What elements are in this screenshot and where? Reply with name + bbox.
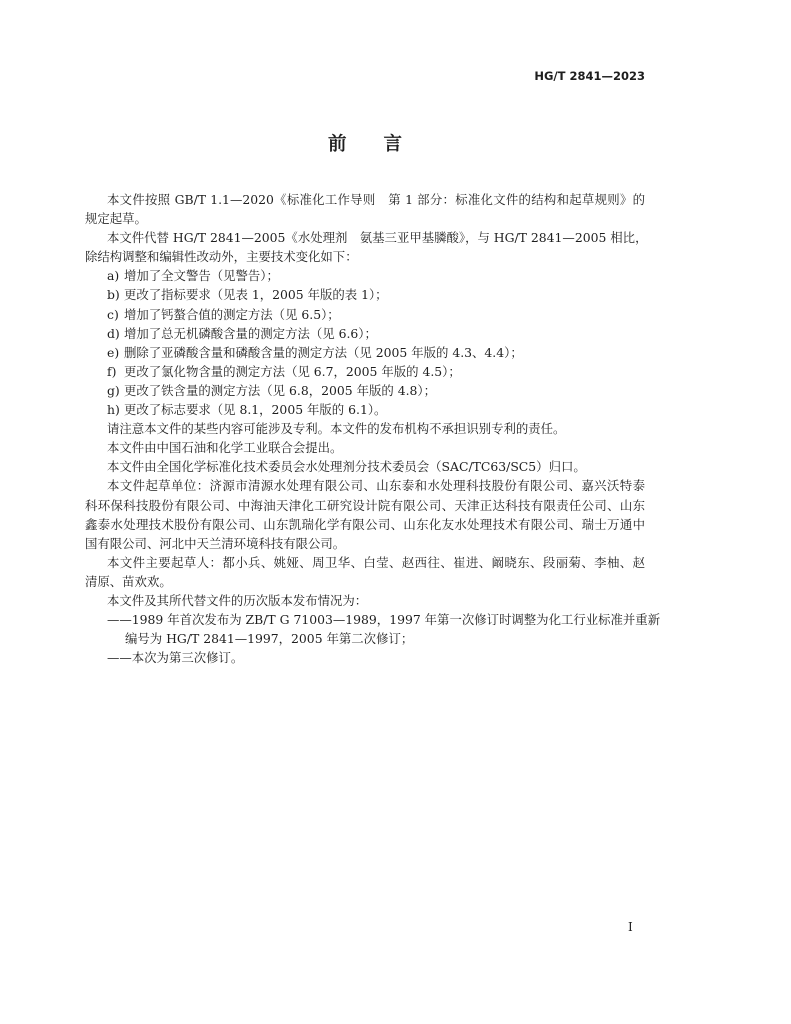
list-marker: h) <box>107 402 120 418</box>
list-marker: c) <box>107 306 119 322</box>
paragraph-line: 本文件代替 HG/T 2841—2005《水处理剂 氨基三亚甲基膦酸》，与 HG/T 2841—2005 相比， <box>107 230 648 246</box>
list-text: 删除了亚磷酸含量和磷酸含量的测定方法（见 2005 年版的 4.3、4.4）； <box>124 344 523 360</box>
drafters-line: 本文件主要起草人：都小兵、姚娅、周卫华、白莹、赵西往、崔进、阚晓东、段丽菊、李柚、赵 <box>107 554 645 570</box>
list-item <box>85 324 645 343</box>
list-text: 增加了全文警告（见警告）； <box>124 268 279 284</box>
list-item <box>85 400 645 419</box>
list-text: 增加了总无机磷酸含量的测定方法（见 6.6）； <box>124 325 377 341</box>
drafting-units-line: 本文件起草单位：济源市清源水处理有限公司、山东泰和水处理科技股份有限公司、嘉兴沃特泰 <box>107 478 645 494</box>
history-item-line: ——本次为第三次修订。 <box>107 650 244 666</box>
list-marker: a) <box>107 268 120 284</box>
list-item <box>85 381 645 400</box>
history-item-line: 编号为 HG/T 2841—1997，2005 年第二次修订； <box>125 631 414 647</box>
paragraph-line: 本文件按照 GB/T 1.1—2020《标准化工作导则 第 1 部分：标准化文件的结构和起草规则》的 <box>107 192 645 207</box>
drafting-units-line: 科环保科技股份有限公司、中海油天津化工研究设计院有限公司、天津正达科技有限责任公司、山东 <box>85 497 645 513</box>
list-text: 更改了铁含量的测定方法（见 6.8，2005 年版的 4.8）； <box>124 382 436 398</box>
list-marker: f) <box>107 363 117 379</box>
list-marker: e) <box>107 344 120 360</box>
centralized-by-statement: 本文件由全国化学标准化技术委员会水处理剂分技术委员会（SAC/TC63/SC5）归口。 <box>107 459 586 475</box>
drafting-units-line: 国有限公司、河北中天兰清环境科技有限公司。 <box>85 535 346 551</box>
header-standard-code: HG/T 2841—2023 <box>534 69 645 83</box>
history-heading: 本文件及其所代替文件的历次版本发布情况为： <box>107 592 368 608</box>
list-text: 更改了氯化物含量的测定方法（见 6.7，2005 年版的 4.5）； <box>124 363 461 379</box>
paragraph-line: 规定起草。 <box>85 211 147 227</box>
list-text: 增加了钙螯合值的测定方法（见 6.5）； <box>124 306 340 322</box>
list-item <box>85 266 645 285</box>
page-title: 前 言 <box>327 134 402 155</box>
list-item <box>85 305 645 324</box>
history-item-line: ——1989 年首次发布为 ZB/T G 71003—1989，1997 年第一次修订时调整为化工行业标准并重新 <box>107 612 661 628</box>
list-item <box>85 285 645 304</box>
list-text: 更改了标志要求（见 8.1，2005 年版的 6.1）。 <box>124 402 387 418</box>
proposed-by-statement: 本文件由中国石油和化学工业联合会提出。 <box>107 440 343 456</box>
list-item <box>85 343 645 362</box>
drafting-units-line: 鑫泰水处理技术股份有限公司、山东凯瑞化学有限公司、山东化友水处理技术有限公司、瑞士万通中 <box>85 516 645 532</box>
list-marker: g) <box>107 382 120 398</box>
preface-body <box>85 190 661 667</box>
list-marker: d) <box>107 325 120 341</box>
list-marker: b) <box>107 287 120 303</box>
page-number: I <box>628 920 633 934</box>
drafters-line: 清原、苗欢欢。 <box>85 573 172 589</box>
patent-statement: 请注意本文件的某些内容可能涉及专利。本文件的发布机构不承担识别专利的责任。 <box>107 421 566 437</box>
list-text: 更改了指标要求（见表 1，2005 年版的表 1）； <box>124 287 388 303</box>
paragraph-line: 除结构调整和编辑性改动外，主要技术变化如下： <box>85 249 358 265</box>
list-item <box>85 362 645 381</box>
